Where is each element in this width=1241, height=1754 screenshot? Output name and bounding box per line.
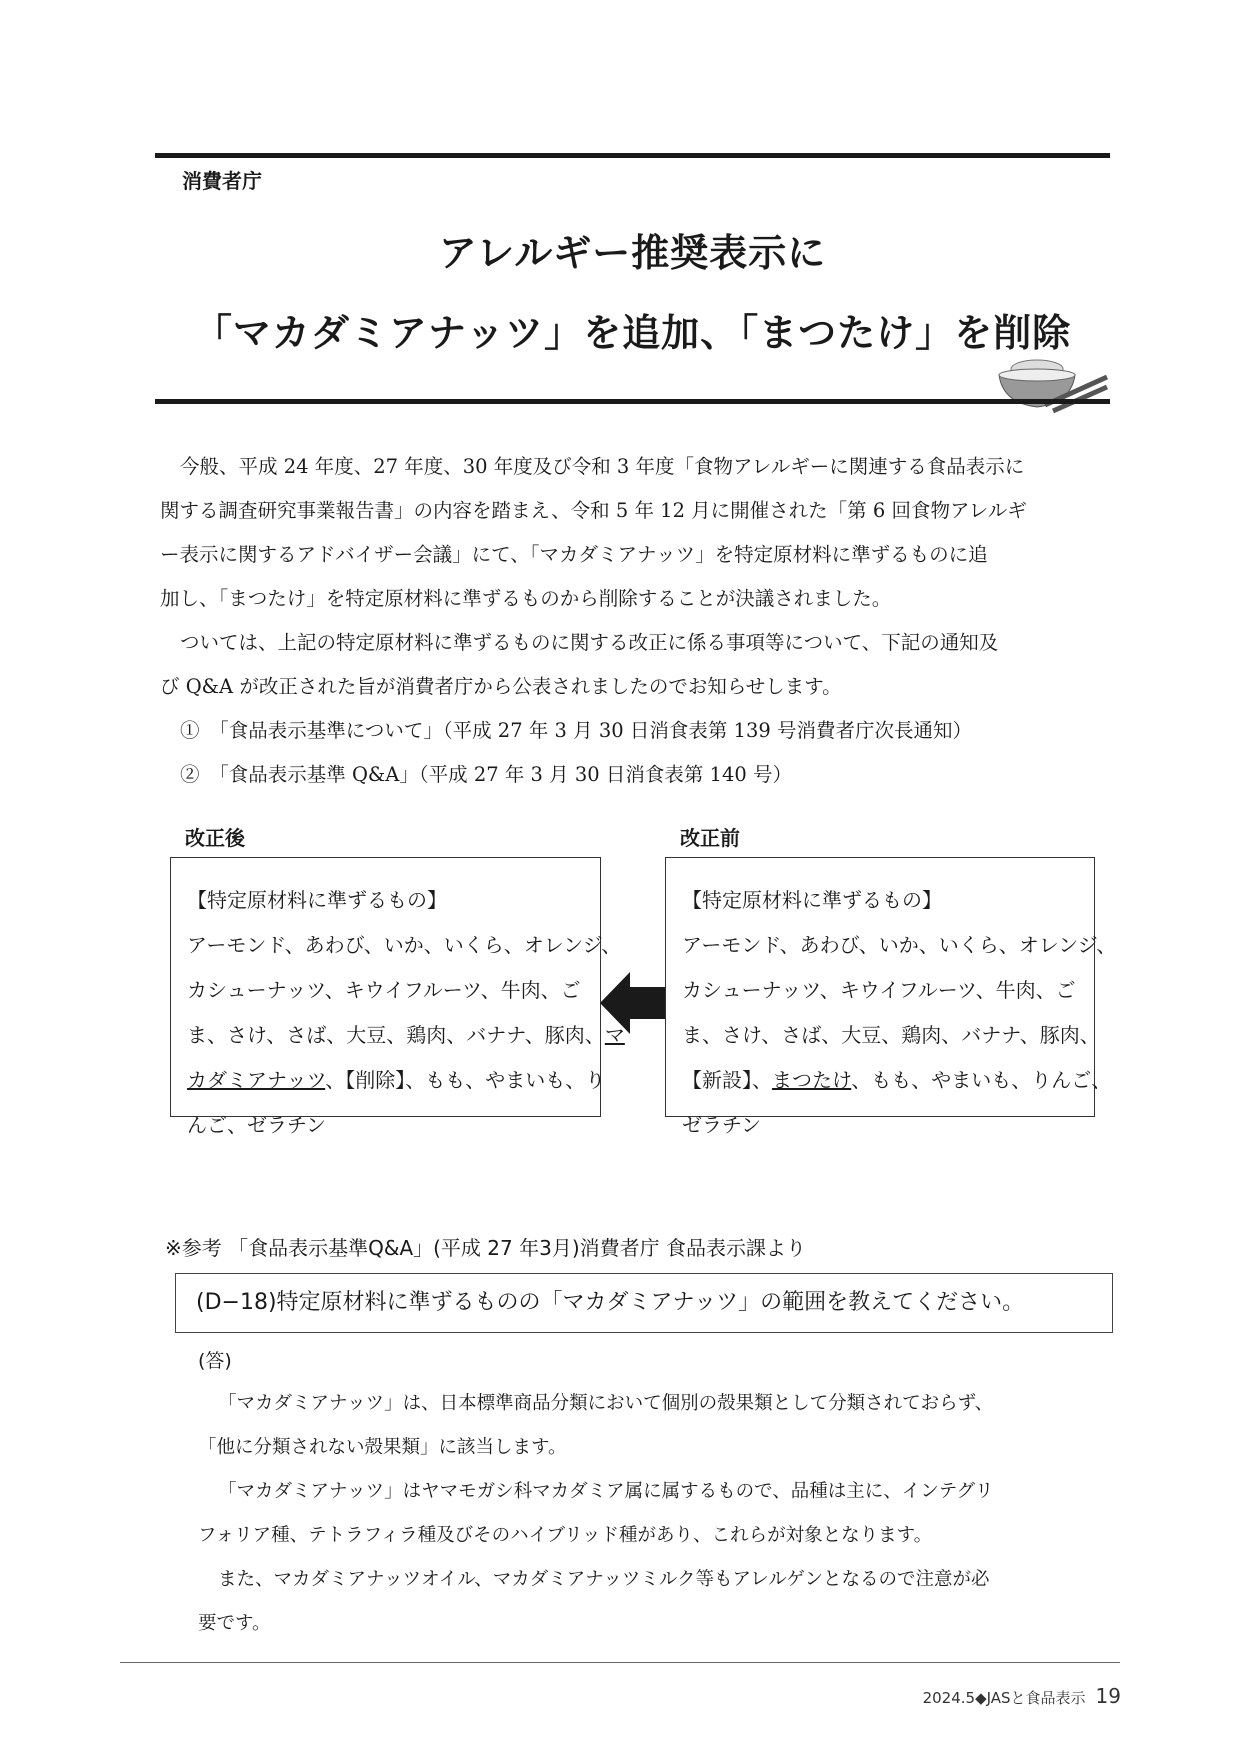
page-title-line2: 「マカダミアナッツ」を追加、「まつたけ」を削除 xyxy=(193,311,1072,355)
answer-line: 「他に分類されない殻果類」に該当します。 xyxy=(198,1437,567,1458)
box-line: ゼラチン xyxy=(682,1113,761,1137)
before-label: 改正前 xyxy=(680,826,740,850)
answer-line: 要です。 xyxy=(198,1613,271,1634)
removed-item: まつたけ xyxy=(772,1068,852,1092)
box-line: カシューナッツ、キウイフルーツ、牛肉、ご xyxy=(187,978,581,1002)
answer-line: また、マカダミアナッツオイル、マカダミアナッツミルク等もアレルゲンとなるので注意が必 xyxy=(218,1569,990,1590)
text: 【新設】、 xyxy=(682,1068,772,1092)
added-item: マ xyxy=(604,1023,625,1047)
paragraph-line: 加し、「まつたけ」を特定原材料に準ずるものから削除することが決議されました。 xyxy=(160,587,892,610)
box-line: んご、ゼラチン xyxy=(187,1113,326,1137)
box-line xyxy=(187,1013,625,1058)
footer xyxy=(923,1684,1121,1708)
answer-text xyxy=(198,1382,1118,1646)
after-box xyxy=(170,857,625,1137)
paragraph-line: 今般、平成 24 年度、27 年度、30 年度及び令和 3 年度「食物アレルギーに関連する食品表示に xyxy=(180,455,1025,478)
answer-label: (答) xyxy=(198,1350,232,1372)
box-line xyxy=(187,1058,606,1103)
text: ま、さけ、さば、大豆、鶏肉、バナナ、豚肉、 xyxy=(187,1023,605,1047)
page-number: 19 xyxy=(1095,1684,1121,1708)
paragraph-line: び Q&A が改正された旨が消費者庁から公表されましたのでお知らせします。 xyxy=(160,675,842,698)
paragraph-line: ついては、上記の特定原材料に準ずるものに関する改正に係る事項等について、下記の通知及 xyxy=(180,631,999,654)
box-heading: 【特定原材料に準ずるもの】 xyxy=(682,888,942,912)
page-title-line1: アレルギー推奨表示に xyxy=(438,231,827,275)
box-line: アーモンド、あわび、いか、いくら、オレンジ、 xyxy=(187,933,622,957)
text: 、【削除】、もも、やまいも、り xyxy=(325,1068,606,1092)
box-line: カシューナッツ、キウイフルーツ、牛肉、ご xyxy=(682,978,1076,1002)
after-label: 改正後 xyxy=(185,826,245,850)
box-line: ま、さけ、さば、大豆、鶏肉、バナナ、豚肉、 xyxy=(682,1023,1100,1047)
answer-line: 「マカダミアナッツ」はヤマモガシ科マカダミア属に属するもので、品種は主に、インテグリ xyxy=(218,1481,994,1502)
paragraph-line: ー表示に関するアドバイザー会議」にて、「マカダミアナッツ」を特定原材料に準ずるものに追 xyxy=(160,543,988,566)
answer-line: 「マカダミアナッツ」は、日本標準商品分類において個別の殻果類として分類されておらず、 xyxy=(218,1393,994,1414)
text: 、もも、やまいも、りんご、 xyxy=(851,1068,1112,1092)
left-arrow-icon xyxy=(600,972,666,1034)
notice-item: ① 「食品表示基準について」（平成 27 年 3 月 30 日消食表第 139 号消費者庁次長通知） xyxy=(180,719,972,742)
box-line: アーモンド、あわび、いか、いくら、オレンジ、 xyxy=(682,933,1117,957)
box-heading: 【特定原材料に準ずるもの】 xyxy=(187,888,447,912)
notice-item: ② 「食品表示基準 Q&A」（平成 27 年 3 月 30 日消食表第 140 号） xyxy=(180,763,792,786)
publication-name: 2024.5◆JASと食品表示 xyxy=(922,1689,1086,1707)
added-item: カダミアナッツ xyxy=(187,1068,326,1092)
question-box: (D−18)特定原材料に準ずるものの「マカダミアナッツ」の範囲を教えてください。 xyxy=(175,1273,1113,1333)
before-box xyxy=(665,857,1117,1137)
reference-source: ※参考 「食品表示基準Q&A」(平成 27 年3月)消費者庁 食品表示課より xyxy=(165,1236,806,1260)
box-line xyxy=(682,1058,1112,1103)
paragraph-line: 関する調査研究事業報告書」の内容を踏まえ、令和 5 年 12 月に開催された「第 6 回食物アレルギ xyxy=(160,499,1027,522)
header-rule-top xyxy=(155,153,1110,158)
answer-line: フォリア種、テトラフィラ種及びそのハイブリッド種があり、これらが対象となります。 xyxy=(198,1525,933,1546)
header-rule-bottom xyxy=(155,399,1110,404)
footer-rule xyxy=(120,1662,1120,1663)
agency-label: 消費者庁 xyxy=(182,169,262,193)
intro-text xyxy=(160,445,1115,797)
rice-bowl-chopsticks-icon xyxy=(995,355,1110,415)
